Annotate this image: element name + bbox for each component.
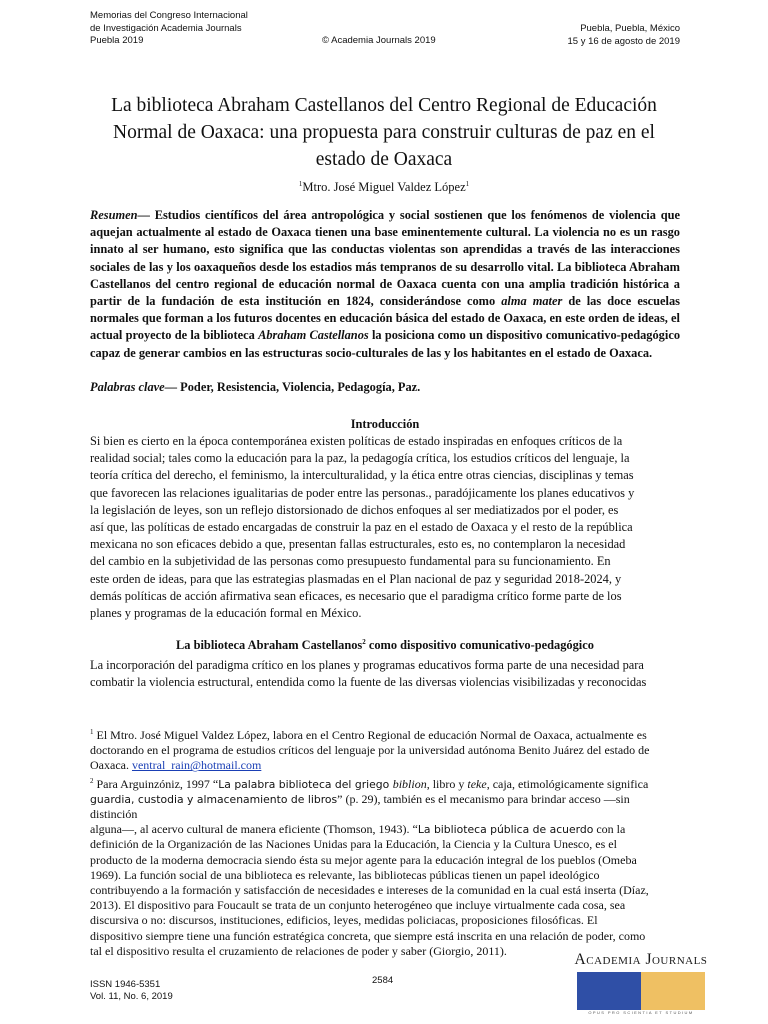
body-line: realidad social; tales como la educación para la paz, la pedagogía crítica, los estudios críticos del lenguaje, la [90,451,630,466]
logo-blue-block [577,972,641,1010]
footnote-italic: teke [467,776,487,791]
footnote-text: Para Arguinzóniz, 1997 “ [93,776,219,791]
footnote-mark: 1 [90,728,94,736]
keywords-text: — Poder, Resistencia, Violencia, Pedagogía, Paz. [164,380,421,394]
body-line: del cambio en la subjetividad de las personas como presupuesto fundamental para su funcionamiento. En [90,554,611,569]
heading-footnote-mark: 2 [362,638,366,646]
body-line: la legislación de leyes, son un reflejo distorsionado de dichos enfoques al ser mediatizados por el poder, es [90,502,619,517]
abstract-text: la posiciona como un dispositivo comunicativo-pedagógico capaz de generar cambios en las estructuras socio-culturales de las y los habitantes en el estado de Oaxaca. [90,328,681,360]
footnote-line: 2013). El dispositivo para Foucault se trata de un conjunto heterogéneo que incluye virtualmente cada cosa, sea [90,898,626,913]
abstract [90,207,680,362]
footnote-text: Oaxaca. [90,758,132,773]
logo-gold-block [641,972,705,1010]
header-left-line: de Investigación Academia Journals [90,22,242,34]
running-header-center: © Academia Journals 2019 [322,35,436,46]
footnote-line: tal el dispositivo resulta el cruzamiento de relaciones de poder y saber (Giorgio, 2011). [90,943,507,958]
body-line: planes y programas de la educación formal en México. [90,606,362,621]
footnote-quote: La biblioteca pública de acuerdo [417,823,594,837]
running-header-left [90,10,248,48]
footnote-line: dispositivo siempre tiene una función estratégica concreta, que siempre está inscrita en una relación de poder, como [90,928,646,943]
footnote-2 [90,774,680,959]
body-line: teoría crítica del derecho, el feminismo, la interculturalidad, y la ética entre otras ciencias, disciplinas y temas [90,468,634,483]
body-line: este orden de ideas, para que las estrategias plasmadas en el Plan nacional de paz y seguridad 2018-2024, y [90,571,622,586]
section-body [90,657,680,691]
footnote-line [90,774,680,792]
abstract-text: de las doce escuelas normales que forman a los futuros docentes en educación básica del estado de Oaxaca, en este orden de ideas, el actual proyecto de la biblioteca [90,294,680,343]
body-line: mexicana no son eficaces debido a que, presentan fallas estructurales, esto es, no contemplaron la necesidad [90,537,626,552]
footnote-line: definición de la Organización de las Naciones Unidas para la Educación, la Ciencia y la Cultura Unesco, es el [90,837,617,852]
footnote-line [90,725,680,743]
abstract-italic-term: alma mater [501,294,563,309]
body-line: que favorecen las relaciones igualitarias de poder entre las personas., paradójicamente los planes educativos y [90,485,635,500]
footnote-line: contribuyendo a la formación y satisfacción de necesidades e intereses de la comunidad en la cual está inserta (Díaz, [90,883,649,898]
footnote-mark: 2 [90,776,94,785]
logo-motto: OPUS PRO SCIENTIA ET STUDIUM [588,1010,694,1015]
footnote-line: 1969). La función social de una biblioteca es relevante, las bibliotecas públicas tienen un papel ideológico [90,867,600,882]
footnotes [90,725,680,959]
logo-color-bar [577,972,705,1010]
author-name: Mtro. José Miguel Valdez López [302,180,466,195]
header-right-line: Puebla, Puebla, México [580,23,680,34]
footer-volume: Vol. 11, No. 6, 2019 [90,991,173,1002]
footnote-text: , libro y [426,776,468,791]
section-heading-introduction: Introducción [350,417,420,431]
author-email-link[interactable]: ventral_rain@hotmail.com [131,758,262,773]
body-line: así que, las políticas de estado encargadas de construir la paz en el estado de Oaxaca y el resto de la república [90,520,633,535]
footer-issn-block [90,979,173,1003]
keywords-label: Palabras clave [90,380,165,394]
footnote-line [90,758,680,773]
footnote-line: doctorando en el programa de estudios críticos del lenguaje por la universidad autónoma Benito Juárez del estado de [90,743,650,758]
footnote-text: con la [593,822,626,837]
author-footnote-mark: 1 [465,180,470,188]
abstract-text: Estudios científicos del área antropológica y social sostienen que los fenómenos de violencia que aquejan actualmente al estado de Oaxaca tienen una base eminentemente cultural. La violencia no es un rasgo innato al ser humano, esto significa que las conductas violentas son aprendidas a través de las interacciones sociales de las y los oaxaqueños desde los estadios más tempranos de su desarrollo vital. La biblioteca Abraham Castellanos del centro regional de educación normal de Oaxaca cuenta con una amplia tradición histórica a partir de la fundación de esta institución en 1824, considerándose como [90,208,680,309]
title-line: Normal de Oaxaca: una propuesta para construir culturas de paz en el [113,122,655,143]
page-number: 2584 [372,975,394,986]
title-line: La biblioteca Abraham Castellanos del Centro Regional de Educación [111,95,657,116]
section-heading-biblioteca [90,638,680,653]
logo-wordmark: Academia Journals [574,951,708,968]
footnote-line: discursiva o no: discursos, instituciones, edificios, leyes, medidas policiacas, proposiciones filosóficas. El [90,913,598,928]
academia-journals-logo [574,951,708,1015]
footnote-text: El Mtro. José Miguel Valdez López, labora en el Centro Regional de educación Normal de Oaxaca, actualmente es [93,728,647,742]
author-footnote-mark: 1 [298,180,303,188]
footnote-line: producto de la moderna democracia siendo ésta su mejor agente para la educación integral de los pueblos (Omeba [90,852,637,867]
introduction-body [90,433,680,622]
header-left-line: Memorias del Congreso Internacional [90,10,248,21]
footnote-line [90,792,680,822]
heading-text: La biblioteca Abraham Castellanos [176,638,363,653]
body-line: combatir la violencia estructural, entendida como la fuente de las diversas violencias visibilizadas y reconocidas [90,675,647,690]
footnote-text: , caja, etimológicamente significa [486,776,649,791]
body-line: Si bien es cierto en la época contemporánea existen políticas de estado inspiradas en enfoques críticos de la [90,434,623,448]
footnote-quote: guardia, custodia y almacenamiento de libros [90,792,338,806]
abstract-dash: — [137,208,155,222]
author-line [90,180,678,195]
footnote-1 [90,725,680,774]
abstract-label: Resumen [90,208,138,222]
footer-issn: ISSN 1946-5351 [90,979,161,990]
abstract-italic-term: Abraham Castellanos [258,328,369,343]
heading-text: como dispositivo comunicativo-pedagógico [365,638,594,653]
footnote-line [90,822,680,837]
footnote-text: ” (p. 29), también es el mecanismo para brindar acceso —sin distinción [90,791,630,822]
header-right-line: 15 y 16 de agosto de 2019 [567,35,680,47]
footnote-quote: La palabra biblioteca del griego [218,777,393,791]
title-line: estado de Oaxaca [315,149,453,170]
body-line: La incorporación del paradigma crítico en los planes y programas educativos forma parte de una necesidad para [90,658,644,672]
footnote-text: alguna—, al acervo cultural de manera eficiente (Thomson, 1943). “ [90,822,418,837]
paper-title [90,92,678,173]
running-header-right [567,23,680,48]
body-line: demás políticas de acción afirmativa sean eficaces, es necesario que el paradigma crítico forme parte de los [90,588,622,603]
keywords [90,379,680,396]
header-left-line: Puebla 2019 [90,35,144,46]
footnote-italic: biblion [392,776,427,791]
